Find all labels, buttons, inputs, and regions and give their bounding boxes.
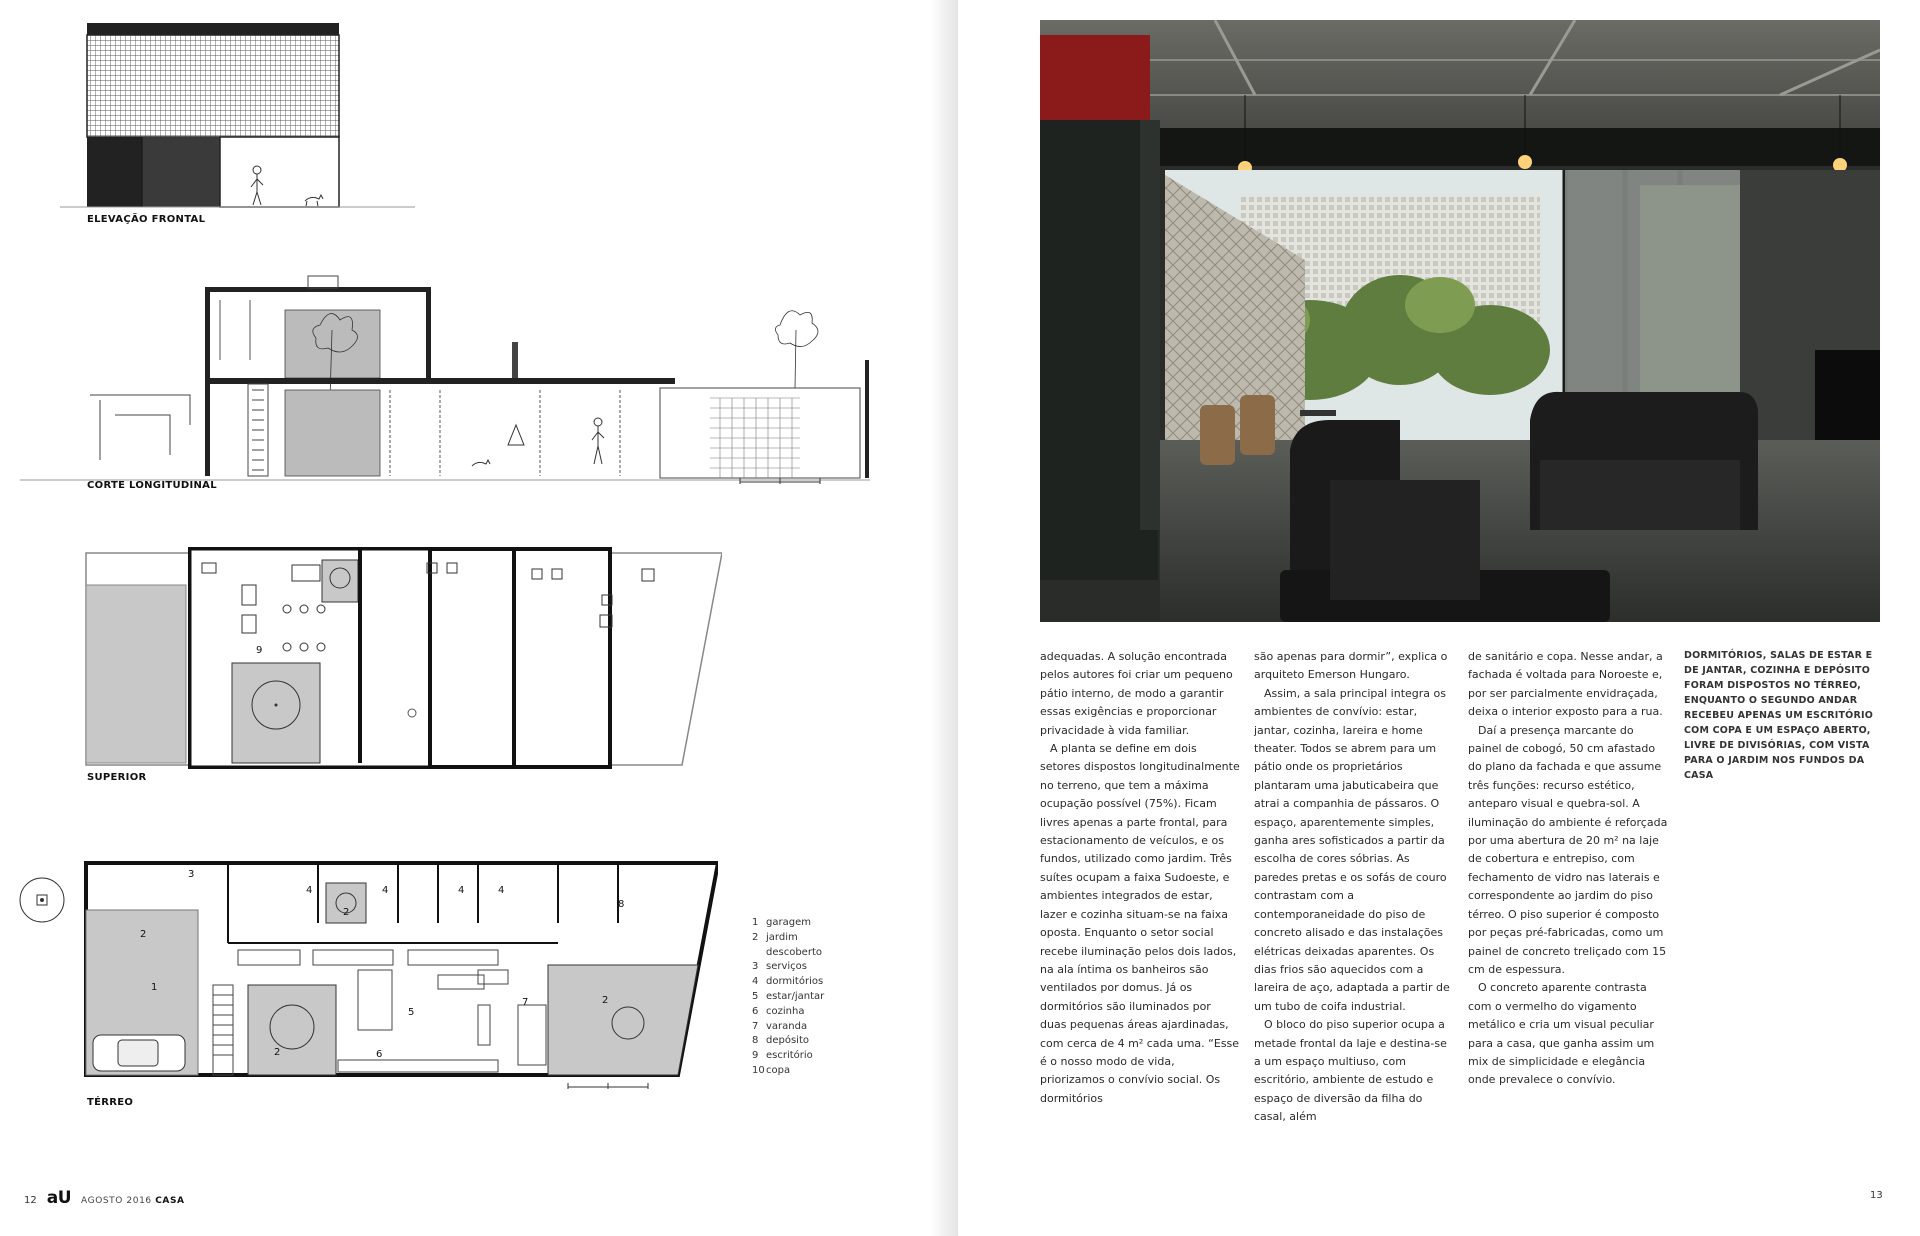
ground-label-7: 7	[522, 997, 529, 1008]
article-paragraph: Daí a presença marcante do painel de cobogó, 50 cm afastado do plano da fachada e que assume três funções: recurso estético, anteparo visual e quebra-sol. A iluminação do ambiente é reforçada por uma abertura de 20 m² na laje de cobertura e entrepiso, com fechamento de vidro nas laterais e correspondente ao jardim do piso térreo. O piso superior é composto por peças pré-fabricadas, como um painel de concreto treliçado com 15 cm de espessura.	[1468, 723, 1668, 976]
page-number-right: 13	[1870, 1190, 1883, 1201]
article-paragraph: são apenas para dormir”, explica o arquiteto Emerson Hungaro.	[1254, 650, 1448, 682]
north-arrow-icon	[20, 878, 64, 922]
legend-item: 8 depósito	[752, 1035, 809, 1047]
ground-label-2b: 2	[343, 907, 350, 918]
article-column-3	[1468, 648, 1668, 1090]
article-paragraph: Assim, a sala principal integra os ambientes de convívio: estar, jantar, cozinha, lareira e home theater. Todos se abrem para um pátio onde os proprietários plantaram uma jabuticabeira que atrai a companhia de pássaros. O espaço, aparentemente simples, ganha ares sofisticados a partir da escolha de cores sóbrias. As paredes pretas e os sofás de couro contrastam com a contemporaneidade do piso de concreto alisado e das instalações elétricas deixadas aparentes. Os dias frios são aquecidos com a lareira de aço, adaptada a partir de um tubo de coifa industrial.	[1254, 686, 1450, 1013]
article-column-1	[1040, 648, 1240, 1108]
article-paragraph: adequadas. A solução encontrada pelos autores foi criar um pequeno pátio interno, de modo a garantir essas exigências e proporcionar privacidade à vida familiar.	[1040, 650, 1233, 737]
caption-section: CORTE LONGITUDINAL	[87, 480, 217, 491]
legend-item: 3 serviços	[752, 961, 807, 973]
ground-label-8: 8	[618, 899, 625, 910]
caption-ground: TÉRREO	[87, 1097, 134, 1108]
front-elevation-drawing	[60, 15, 420, 215]
caption-elevation: ELEVAÇÃO FRONTAL	[87, 214, 206, 225]
longitudinal-section-drawing	[20, 270, 870, 490]
ground-label-2d: 2	[602, 995, 609, 1006]
ground-label-3: 3	[188, 869, 195, 880]
ground-label-2c: 2	[274, 1047, 281, 1058]
legend-item: 4 dormitórios	[752, 976, 824, 988]
ground-label-4c: 4	[458, 885, 465, 896]
left-page	[0, 0, 958, 1236]
photo-caption: DORMITÓRIOS, SALAS DE ESTAR E DE JANTAR, COZINHA E DEPÓSITO FORAM DISPOSTOS NO TÉRREO, ENQUANTO O SEGUNDO ANDAR RECEBEU APENAS UM ESCRITÓRIO COM COPA E UM ESPAÇO ABERTO, LIVRE DE DIVISÓRIAS, COM VISTA PARA O JARDIM NOS FUNDOS DA CASA	[1684, 650, 1873, 781]
legend-item: 7 varanda	[752, 1020, 808, 1032]
ground-label-garage: 1	[151, 982, 158, 993]
upper-plan-label: 9	[256, 645, 263, 656]
footer-left	[24, 1188, 185, 1208]
legend-item: 1 garagem	[752, 917, 811, 928]
ground-label-6: 6	[376, 1049, 383, 1060]
page-number-left: 12	[24, 1195, 37, 1206]
magazine-logo: aU	[46, 1188, 72, 1208]
ground-label-2a: 2	[140, 929, 147, 940]
legend-item: 10 copa	[752, 1064, 791, 1076]
article-column-2	[1254, 648, 1454, 1127]
ground-label-4a: 4	[306, 885, 313, 896]
article-paragraph: O bloco do piso superior ocupa a metade frontal da laje e destina-se a um espaço multiuso, com escritório, ambiente de estudo e espaço de diversão da filha do casal, além	[1254, 1018, 1447, 1124]
ground-label-4d: 4	[498, 885, 505, 896]
legend-item: 2 jardim descoberto	[752, 931, 822, 958]
living-room-photo	[1040, 20, 1880, 622]
ground-label-5: 5	[408, 1007, 415, 1018]
article-paragraph: de sanitário e copa. Nesse andar, a fachada é voltada para Noroeste e, por ser parcialmente envidraçada, deixa o interior exposto para a rua.	[1468, 650, 1663, 719]
article-paragraph: A planta se define em dois setores dispostos longitudinalmente no terreno, que tem a máxima ocupação possível (75%). Ficam livres apenas a parte frontal, para estacionamento de veículos, e os fundos, utilizado como jardim. Três suítes ocupam a faixa Sudoeste, e ambientes integrados de estar, lazer e cozinha situam-se na faixa oposta. Enquanto o setor social recebe iluminação pelos dois lados, na ala íntima os banheiros são ventilados por domus. Já os dormitórios são iluminados por duas pequenas áreas ajardinadas, com cerca de 4 m² cada uma. “Esse é o nosso modo de vida, priorizamos o convívio social. Os dormitórios	[1040, 742, 1240, 1105]
plan-legend	[752, 916, 862, 1079]
legend-item: 9 escritório	[752, 1050, 813, 1062]
legend-item: 5 estar/jantar	[752, 990, 825, 1002]
legend-item: 6 cozinha	[752, 1005, 805, 1017]
issue-label: AGOSTO 2016 CASA	[81, 1196, 185, 1206]
caption-upper: SUPERIOR	[87, 772, 147, 783]
upper-floor-plan	[82, 545, 722, 770]
ground-floor-plan	[18, 855, 718, 1095]
ground-label-4b: 4	[382, 885, 389, 896]
article-paragraph: O concreto aparente contrasta com o vermelho do vigamento metálico e cria um visual peculiar para a casa, que ganha assim um mix de simplicidade e elegância onde prevalece o convívio.	[1468, 981, 1655, 1087]
